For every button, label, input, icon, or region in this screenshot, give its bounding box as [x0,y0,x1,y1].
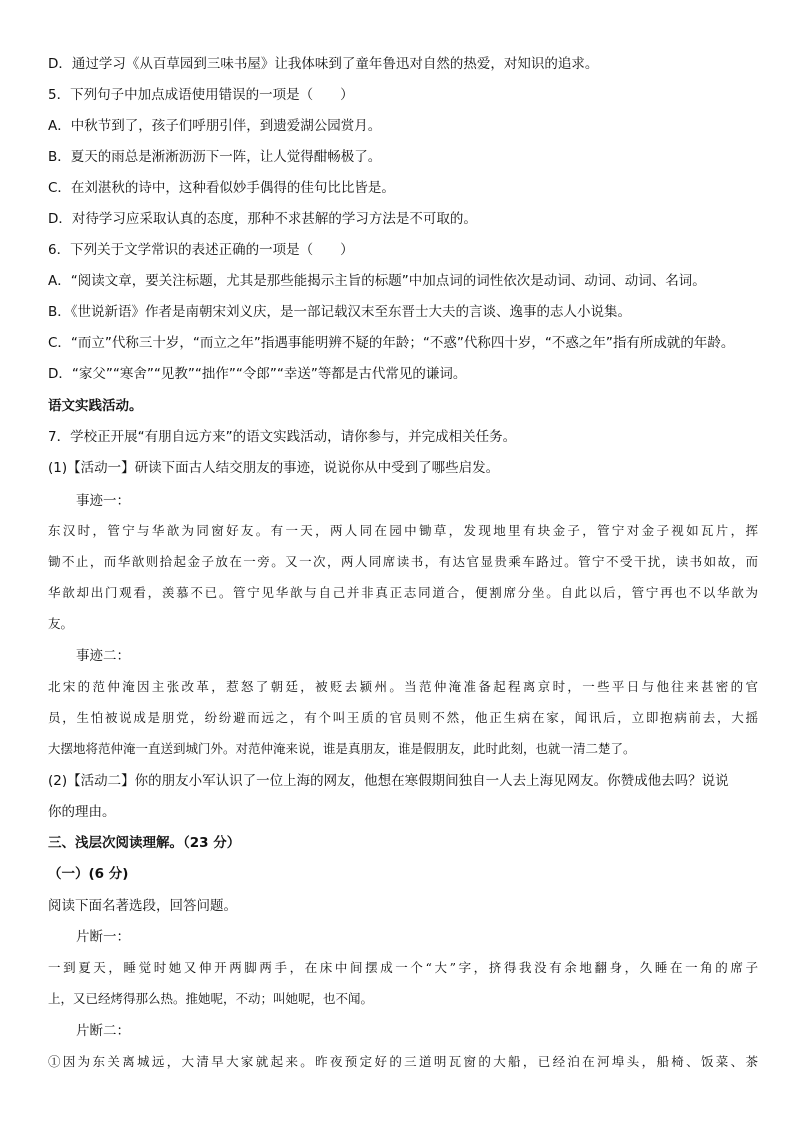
q6-option-a: A．“阅读文章，要关注标题，尤其是那些能揭示主旨的标题”中加点词的词性依次是动词、动词、动词、名词。 [48,273,706,289]
q6-option-c: C．“而立”代称三十岁，“而立之年”指遇事能明辨不疑的年龄；“不惑”代称四十岁，“不惑之年”指有所成就的年龄。 [48,335,735,351]
story-1-line-4: 友。 [48,616,74,631]
question-7: 7．学校正开展“有朋自远方来”的语文实践活动，请你参与，并完成相关任务。 [48,429,517,445]
fragment-1-title: 片断一： [76,929,130,945]
reading-prompt: 阅读下面名著选段，回答问题。 [48,898,237,914]
section-3-heading: 三、浅层次阅读理解。（23 分） [48,835,241,851]
activity-2-line-1: (2)【活动二】你的朋友小军认识了一位上海的网友，他想在寒假期间独自一人去上海见网友。你赞成他去吗？说说 [48,773,729,789]
fragment-1-line-1: 一到夏天，睡觉时她又伸开两脚两手，在床中间摆成一个“大”字，挤得我没有余地翻身，久睡在一角的席子 [48,960,758,975]
question-5: 5．下列句子中加点成语使用错误的一项是（ ） [48,87,354,103]
activity-2-line-2: 你的理由。 [48,804,116,820]
story-2-line-3: 大摆地将范仲淹一直送到城门外。对范仲淹来说，谁是真朋友，谁是假朋友，此时此刻，也就一清二楚了。 [48,741,636,756]
story-1-line-2: 锄不止，而华歆则拾起金子放在一旁。又一次，两人同席读书，有达官显贵乘车路过。管宁不受干扰，读书如故，而 [48,554,758,569]
part-1-heading: （一）(6 分) [48,866,129,882]
fragment-2-title: 片断二： [76,1023,130,1039]
q5-option-b: B．夏天的雨总是淅淅沥沥下一阵，让人觉得酣畅极了。 [48,149,382,165]
q5-option-a: A．中秋节到了，孩子们呼朋引伴，到遗爱湖公园赏月。 [48,118,382,134]
activity-1-prompt: (1)【活动一】研读下面古人结交朋友的事迹，说说你从中受到了哪些启发。 [48,460,500,476]
question-6: 6．下列关于文学常识的表述正确的一项是（ ） [48,242,354,258]
story-2-line-2: 员，生怕被说成是朋党，纷纷避而远之，有个叫王质的官员则不然，他正生病在家，闻讯后，立即抱病前去，大摇 [48,710,758,725]
story-1-line-1: 东汉时，管宁与华歆为同窗好友。有一天，两人同在园中锄草，发现地里有块金子，管宁对金子视如瓦片，挥 [48,523,758,538]
q5-option-c: C．在刘湛秋的诗中，这种看似妙手偶得的佳句比比皆是。 [48,180,395,196]
story-1-title: 事迹一： [76,493,130,509]
fragment-2-line-1: ①因为东关离城远，大清早大家就起来。昨夜预定好的三道明瓦窗的大船，已经泊在河埠头，船椅、饭菜、茶 [48,1054,758,1069]
q5-option-d: D．对待学习应采取认真的态度，那种不求甚解的学习方法是不可取的。 [48,211,477,227]
story-2-line-1: 北宋的范仲淹因主张改革，惹怒了朝廷，被贬去颍州。当范仲淹准备起程离京时，一些平日与他往来甚密的官 [48,679,758,694]
story-2-title: 事迹二： [76,648,130,664]
q6-option-b: B．《世说新语》作者是南朝宋刘义庆，是一部记载汉末至东晋士大夫的言谈、逸事的志人小说集。 [48,304,632,320]
q6-option-d: D．“家父”“寒舍”“见教”“拙作”“令郎”“幸送”等都是古代常见的谦词。 [48,366,467,382]
story-1-line-3: 华歆却出门观看，羡慕不已。管宁见华歆与自己并非真正志同道合，便割席分坐。自此以后，管宁再也不以华歆为 [48,585,758,600]
fragment-1-line-2: 上，又已经烤得那么热。推她呢，不动；叫她呢，也不闻。 [48,991,374,1006]
section-heading-practice: 语文实践活动。 [48,398,143,414]
q4-option-d: D．通过学习《从百草园到三味书屋》让我体味到了童年鲁迅对自然的热爱，对知识的追求。 [48,56,599,72]
